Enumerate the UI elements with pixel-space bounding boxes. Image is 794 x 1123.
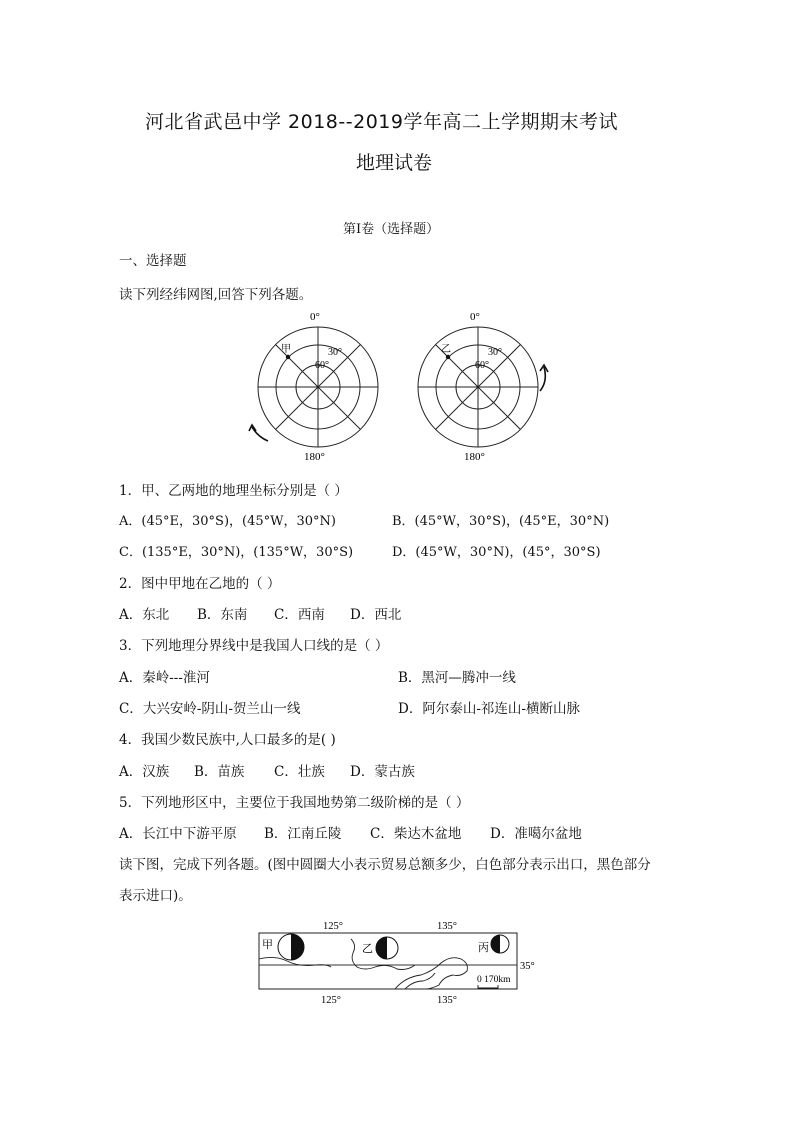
question-3-option-a: A．秦岭---淮河 bbox=[119, 670, 210, 686]
question-1-option-a: A．(45°E，30°S)，(45°W，30°N) bbox=[119, 514, 336, 529]
left-lon-bottom: 180° bbox=[304, 451, 325, 463]
question-2-option-b: B．东南 bbox=[197, 607, 248, 623]
question-5-option-b: B．江南丘陵 bbox=[264, 826, 342, 842]
question-2-option-a: A．东北 bbox=[119, 607, 170, 623]
point-jia-marker bbox=[286, 355, 290, 359]
trade-circle-bing bbox=[491, 935, 509, 953]
right-lon-bottom: 180° bbox=[464, 451, 485, 463]
right-lat30: 30° bbox=[488, 347, 502, 358]
map-label-jia: 甲 bbox=[262, 939, 273, 951]
question-1-option-b: B．(45°W，30°S)，(45°E，30°N) bbox=[392, 514, 610, 529]
question-4-stem: 4．我国少数民族中,人口最多的是( ) bbox=[119, 732, 336, 748]
right-point-label: 乙 bbox=[441, 344, 451, 355]
map-scale-label: 0 170km bbox=[477, 975, 511, 985]
polar-grid-figure bbox=[240, 305, 560, 465]
map-label-bing: 丙 bbox=[478, 942, 489, 954]
question-2-option-c: C．西南 bbox=[274, 607, 325, 623]
question-4-option-c: C．壮族 bbox=[274, 764, 325, 780]
map-lat-35: 35° bbox=[520, 961, 535, 972]
map-scale-bar bbox=[478, 985, 498, 988]
question-2-stem: 2．图中甲地在乙地的（ ） bbox=[119, 576, 281, 592]
group2-intro-line2: 表示进口)。 bbox=[119, 888, 192, 904]
question-3-option-c: C．大兴安岭-阴山-贺兰山一线 bbox=[119, 701, 301, 717]
question-3-option-b: B．黑河—腾冲一线 bbox=[398, 670, 516, 686]
map-label-yi: 乙 bbox=[362, 943, 373, 955]
question-5-option-c: C．柴达木盆地 bbox=[370, 826, 462, 842]
question-5-option-a: A．长江中下游平原 bbox=[119, 826, 237, 842]
question-3-option-d: D．阿尔泰山-祁连山-横断山脉 bbox=[398, 701, 580, 717]
question-1-option-d: D．(45°W，30°N)，(45°，30°S) bbox=[392, 545, 601, 560]
left-point-label: 甲 bbox=[281, 344, 291, 355]
group2-intro-line1: 读下图，完成下列各题。(图中圆圈大小表示贸易总额多少，白色部分表示出口，黑色部分 bbox=[119, 857, 651, 873]
volume-heading: 第Ⅰ卷（选择题） bbox=[343, 222, 440, 237]
map-bottom-lon-125: 125° bbox=[321, 995, 341, 1006]
map-bottom-lon-135: 135° bbox=[437, 995, 457, 1006]
point-yi-marker bbox=[446, 355, 450, 359]
map-top-lon-135: 135° bbox=[437, 921, 457, 932]
question-1-option-c: C．(135°E，30°N)，(135°W，30°S) bbox=[119, 545, 354, 560]
right-lat60: 60° bbox=[475, 360, 489, 371]
trade-circle-jia bbox=[278, 934, 304, 960]
question-4-option-d: D．蒙古族 bbox=[350, 764, 415, 780]
polar-diagram-right bbox=[418, 327, 538, 447]
exam-title: 河北省武邑中学 2018--2019学年高二上学期期末考试 bbox=[145, 111, 618, 133]
polar-diagram-left bbox=[258, 327, 378, 447]
map-top-lon-125: 125° bbox=[323, 921, 343, 932]
question-4-option-b: B．苗族 bbox=[194, 764, 245, 780]
trade-map-figure bbox=[255, 915, 545, 1007]
right-lon-top: 0° bbox=[470, 311, 480, 323]
left-lat60: 60° bbox=[315, 360, 329, 371]
islands-outline bbox=[395, 958, 467, 989]
question-5-stem: 5．下列地形区中，主要位于我国地势第二级阶梯的是（ ） bbox=[119, 795, 470, 811]
trade-circle-yi bbox=[376, 937, 398, 959]
group1-intro: 读下列经纬网图,回答下列各题。 bbox=[119, 287, 313, 303]
left-lat30: 30° bbox=[328, 347, 342, 358]
question-1-stem: 1．甲、乙两地的地理坐标分别是（ ） bbox=[119, 483, 348, 499]
question-2-option-d: D．西北 bbox=[350, 607, 402, 623]
exam-subtitle: 地理试卷 bbox=[356, 152, 433, 174]
question-3-stem: 3．下列地理分界线中是我国人口线的是（ ） bbox=[119, 638, 389, 654]
part-heading: 一、选择题 bbox=[119, 253, 187, 269]
question-4-option-a: A．汉族 bbox=[119, 764, 170, 780]
question-5-option-d: D．准噶尔盆地 bbox=[490, 826, 582, 842]
left-lon-top: 0° bbox=[310, 311, 320, 323]
